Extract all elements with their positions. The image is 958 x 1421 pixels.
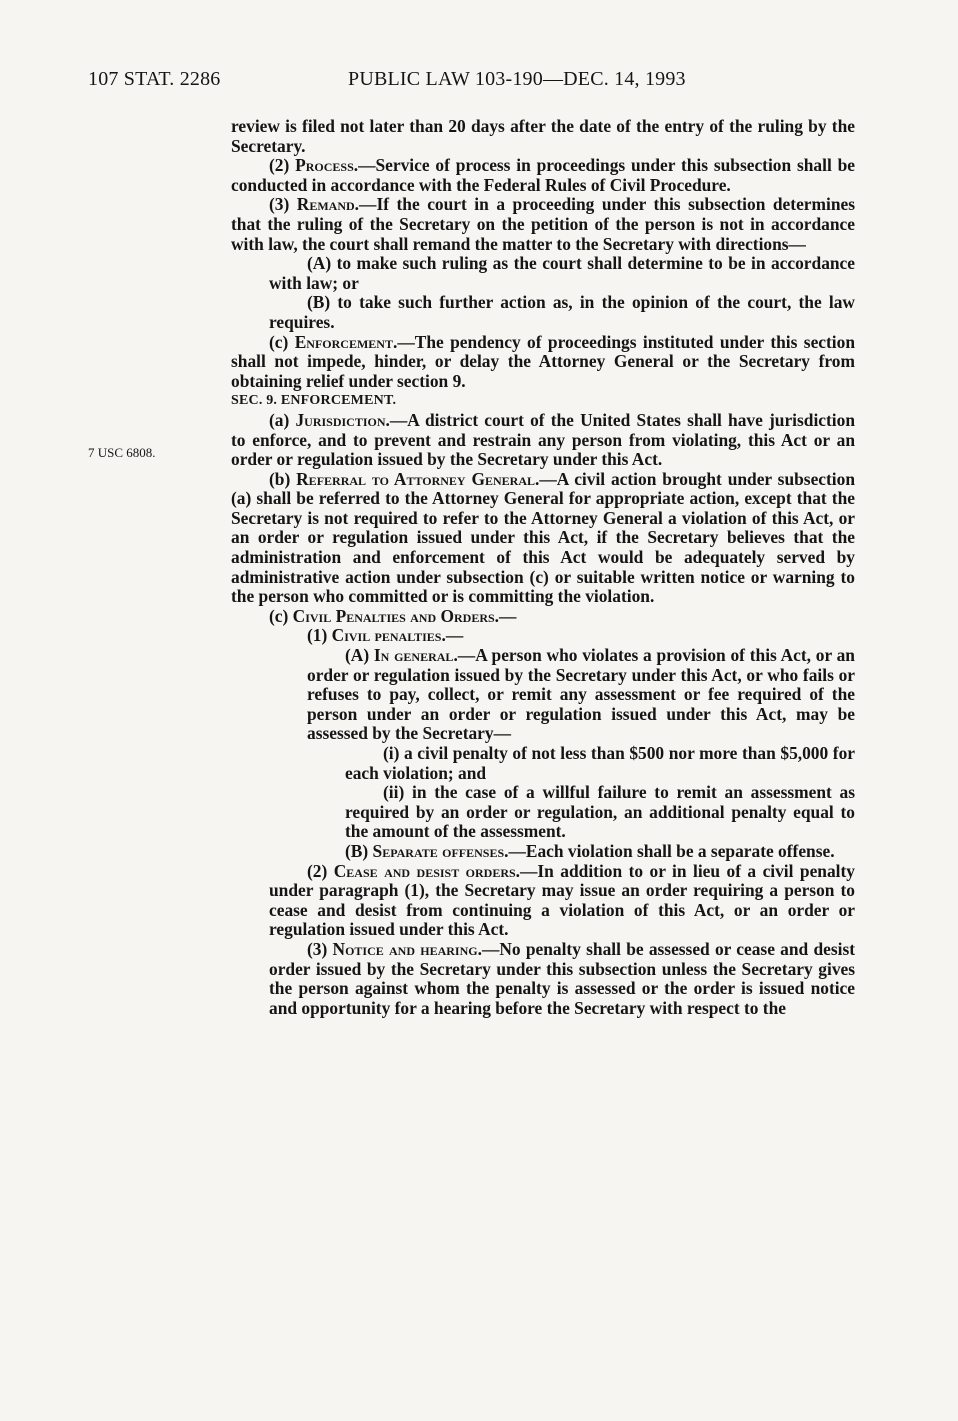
paragraph: (2) Cease and desist orders.—In addition to or in lieu of a civil penalty under paragraph (1), the Secretary may issue an order requiring a person to cease and desist from continuing a violation of this Act, or an order or regulation issued under this Act. — [269, 860, 855, 940]
running-header-title: PUBLIC LAW 103-190—DEC. 14, 1993 — [348, 68, 686, 90]
paragraph: (B) to take such further action as, in the opinion of the court, the law requires. — [269, 292, 855, 332]
paragraph: (1) Civil penalties.— — [307, 625, 464, 646]
paragraph: (3) Remand.—If the court in a proceeding under this subsection determines that the ruling of the Secretary on the petition of the person is not in accordance with law, the court shall remand the matter to the Secretary with directions— — [231, 194, 855, 254]
paragraph: (i) a civil penalty of not less than $500 nor more than $5,000 for each violation; and — [345, 743, 855, 783]
paragraph: (c) Enforcement.—The pendency of proceedings instituted under this section shall not impede, hinder, or delay the Attorney General or the Secretary from obtaining relief under section 9. — [231, 331, 855, 391]
paragraph: (3) Notice and hearing.—No penalty shall be assessed or cease and desist order issued by the Secretary under this subsection unless the Secretary gives the person against whom the penalty is assessed or the order is issued notice and opportunity for a hearing before the Secretary with respect to the — [269, 938, 855, 1018]
paragraph-heading: Civil penalties. — [331, 625, 446, 646]
paragraph-heading: Process. — [295, 155, 359, 176]
paragraph: (B) Separate offenses.—Each violation shall be a separate offense. — [345, 840, 835, 861]
paragraph: (b) Referral to Attorney General.—A civil action brought under subsection (a) shall be referred to the Attorney General for appropriate action, except that the Secretary is not required to refer to the Attorney General a violation of this Act, or an order or regulation issued under this Act, if the Secretary believes that the administration and enforcement of this Act would be adequately served by administrative action under subsection (c) or suitable written notice or warning to the person who committed or is committing the violation. — [231, 468, 855, 607]
usc-citation-note: 7 USC 6808. — [88, 445, 156, 460]
paragraph: (2) Process.—Service of process in proceedings under this subsection shall be conducted in accordance with the Federal Rules of Civil Procedure. — [231, 155, 855, 195]
paragraph: (c) Civil Penalties and Orders.— — [269, 605, 517, 626]
paragraph-heading: Separate offenses. — [372, 840, 509, 861]
paragraph: (A) to make such ruling as the court shall determine to be in accordance with law; or — [269, 253, 855, 293]
stat-page-number: 107 STAT. 2286 — [88, 68, 221, 90]
paragraph: (ii) in the case of a willful failure to remit an assessment as required by an order or regulation, an additional penalty equal to the amount of the assessment. — [345, 782, 855, 842]
paragraph-heading: In general. — [373, 645, 458, 666]
paragraph-heading: Enforcement. — [294, 331, 398, 352]
paragraph: review is filed not later than 20 days after the date of the entry of the ruling by the Secretary. — [231, 116, 855, 156]
paragraph-heading: Referral to Attorney General. — [296, 468, 540, 489]
paragraph: (A) In general.—A person who violates a provision of this Act, or an order or regulation issued by the Secretary under this Act, or who fails or refuses to pay, collect, or remit any assessment or fee required of the person under an order or regulation issued under this Act, may be assessed by the Secretary— — [307, 645, 855, 744]
section-heading: SEC. 9. ENFORCEMENT. — [231, 393, 397, 409]
statute-body — [231, 117, 855, 1018]
paragraph-heading: Civil Penalties and Orders. — [292, 605, 500, 626]
paragraph: (a) Jurisdiction.—A district court of the United States shall have jurisdiction to enforce, and to prevent and restrain any person from violating, this Act or an order or regulation issued by the Secretary under this Act. — [231, 409, 855, 470]
paragraph-heading: Cease and desist orders. — [333, 860, 521, 881]
paragraph-heading: Remand. — [296, 194, 360, 215]
paragraph-heading: Notice and hearing. — [332, 938, 482, 959]
paragraph-heading: Jurisdiction. — [295, 409, 390, 430]
